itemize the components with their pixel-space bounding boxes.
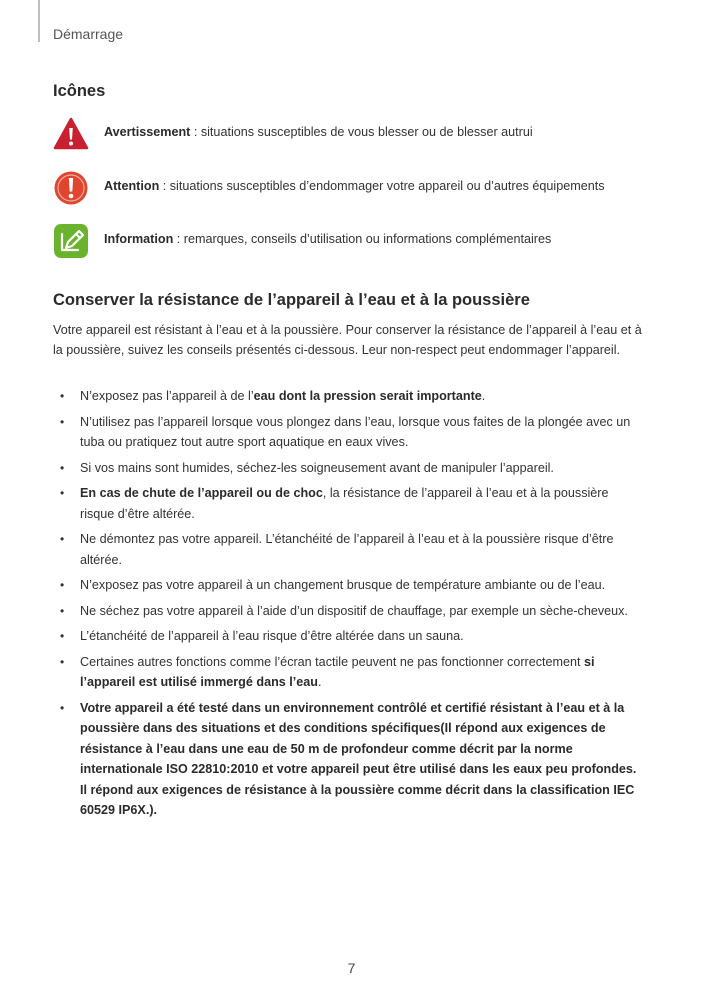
list-item (53, 626, 645, 647)
icon-row-caution (53, 170, 653, 206)
warning-triangle-icon (53, 116, 89, 152)
list-item-text: Certaines autres fonctions comme l’écran tactile peuvent ne pas fonctionner correctement (80, 654, 585, 669)
running-header: Démarrage (53, 26, 124, 42)
water-resistance-intro: Votre appareil est résistant à l’eau et à la poussière. Pour conserver la résistance de l’appareil à l’eau et à la poussière, suivez les conseils présentés ci-dessous. Leur non-respect peut endommager l’appareil. (53, 323, 642, 357)
list-item (53, 529, 645, 570)
list-item-text-end: . (481, 389, 486, 403)
bullet-marker: • (60, 486, 65, 500)
bullet-marker: • (60, 578, 65, 592)
list-item-text: Si vos mains sont humides, séchez-les soigneusement avant de manipuler l’appareil. (80, 460, 554, 475)
info-term: Information (104, 232, 174, 246)
water-resistance-list (53, 386, 645, 826)
list-item (53, 698, 645, 821)
list-item (53, 386, 645, 407)
water-resistance-heading: Conserver la résistance de l’appareil à l’eau et à la poussière (53, 291, 530, 309)
list-item (53, 575, 645, 596)
list-item-emphasis: Votre appareil a été testé dans un environnement contrôlé et certifié résistant à l’eau et à la poussière dans des situations et des conditions spécifiques(Il répond aux exigences de résistance à l’eau dans une eau de 50 m de profondeur comme décrit par la norme internationale ISO 22810:2010 et votre appareil peut être utilisé dans les eaux peu profondes. Il répond aux exigences de résistance à la poussière comme décrit dans la classification IEC 60529 IP6X.). (80, 700, 637, 817)
bullet-marker: • (60, 460, 65, 475)
bullet-marker: • (60, 700, 65, 715)
info-description (104, 232, 551, 246)
list-item-text: N’utilisez pas l’appareil lorsque vous plongez dans l’eau, lorsque vous faites de la plongée avec un tuba ou pratiquez tout autre sport aquatique en eaux vives. (80, 414, 631, 449)
list-item-text: N’exposez pas votre appareil à un changement brusque de température ambiante ou de l’eau. (80, 578, 606, 592)
bullet-marker: • (60, 629, 65, 643)
bullet-marker: • (60, 654, 65, 669)
bullet-marker: • (60, 603, 65, 618)
list-item (53, 652, 645, 693)
list-item (53, 412, 645, 453)
list-item-text: Ne séchez pas votre appareil à l’aide d’un dispositif de chauffage, par exemple un sèche-cheveux. (80, 603, 628, 618)
list-item-text: L’étanchéité de l’appareil à l’eau risque d’être altérée dans un sauna. (80, 629, 464, 643)
list-item (53, 483, 645, 524)
caution-text: : situations susceptibles d’endommager votre appareil ou d’autres équipements (159, 179, 605, 193)
icon-row-info (53, 223, 653, 259)
list-item-text: N’exposez pas l’appareil à de l’ (80, 389, 254, 403)
caution-description (104, 179, 605, 193)
list-item (53, 601, 645, 622)
list-item-text-end: , la résistance de l’appareil à l’eau et à la poussière risque d’être altérée. (80, 486, 609, 521)
caution-term: Attention (104, 179, 160, 193)
info-text: : remarques, conseils d’utilisation ou informations complémentaires (173, 232, 552, 246)
list-item-emphasis: eau dont la pression serait importante (253, 389, 482, 403)
warning-text: : situations susceptibles de vous blesser ou de blesser autrui (190, 125, 533, 139)
bullet-marker: • (60, 389, 65, 403)
page-number: 7 (347, 960, 356, 976)
warning-term: Avertissement (104, 125, 191, 139)
bullet-marker: • (60, 414, 65, 429)
bullet-marker: • (60, 532, 65, 546)
header-rule (38, 0, 40, 42)
list-item-emphasis: si l’appareil est utilisé immergé dans l’eau (80, 654, 595, 689)
list-item-text-end: . (317, 675, 322, 689)
list-item (53, 458, 645, 479)
warning-description (104, 125, 533, 139)
list-item-text: Ne démontez pas votre appareil. L’étanchéité de l’appareil à l’eau et à la poussière risque d’être altérée. (80, 532, 614, 567)
icons-heading: Icônes (53, 82, 106, 100)
note-pencil-icon (53, 223, 89, 259)
list-item-emphasis: En cas de chute de l’appareil ou de choc (80, 486, 323, 500)
caution-circle-icon (53, 170, 89, 206)
icon-row-warning (53, 116, 653, 152)
